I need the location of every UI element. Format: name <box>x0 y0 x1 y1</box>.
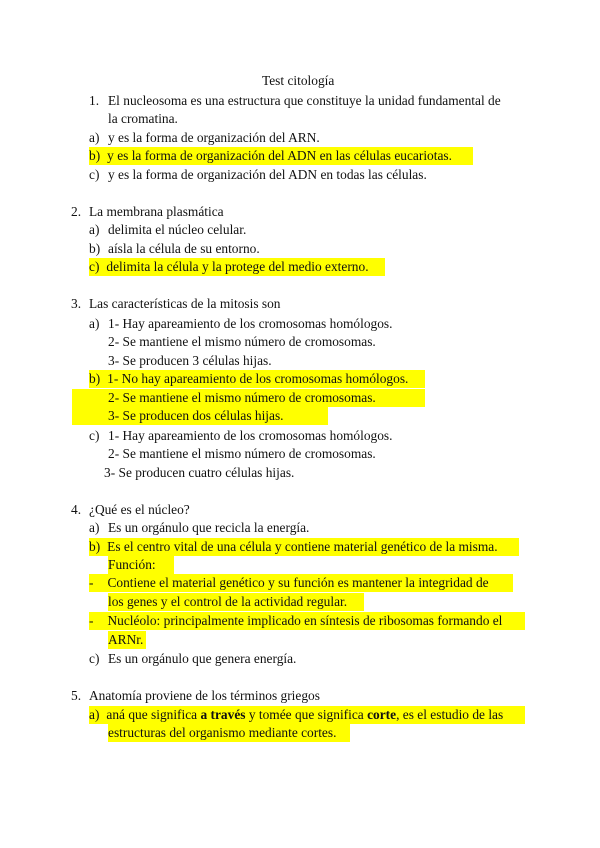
q5-option-a-bold2: corte <box>367 707 397 722</box>
q2-option-c-highlight <box>89 258 385 276</box>
q4-option-b-marker: b) <box>89 539 101 554</box>
q5-option-a-line2: estructuras del organismo mediante cortes. <box>108 724 350 742</box>
q2-option-c-marker: c) <box>89 259 100 274</box>
q2-option-a-marker: a) <box>89 222 100 237</box>
q2-option-c: delimita la célula y la protege del medio externo. <box>106 259 369 274</box>
q3-option-c-line2: 2- Se mantiene el mismo número de cromosomas. <box>108 446 376 461</box>
q4-option-b-highlight <box>89 538 519 556</box>
q4-option-b: Es el centro vital de una célula y contiene material genético de la misma. <box>107 539 498 554</box>
q5-number: 5. <box>71 688 82 703</box>
q4-option-a: Es un orgánulo que recicla la energía. <box>108 520 310 535</box>
q3-option-b-line3: 3- Se producen dos células hijas. <box>72 407 328 425</box>
q5-text: Anatomía proviene de los términos griegos <box>89 688 320 703</box>
q1-option-b: y es la forma de organización del ADN en las células eucariotas. <box>107 148 452 163</box>
q4-option-c-marker: c) <box>89 651 100 666</box>
q4-option-c: Es un orgánulo que genera energía. <box>108 651 297 666</box>
q2-option-b-marker: b) <box>89 241 101 256</box>
document-title: Test citología <box>262 73 335 88</box>
q3-option-c-line1: 1- Hay apareamiento de los cromosomas homólogos. <box>108 428 393 443</box>
q1-option-b-marker: b) <box>89 148 101 163</box>
q4-option-a-marker: a) <box>89 520 100 535</box>
q4-dash1-marker: - <box>89 575 94 590</box>
q4-dash2-line2: ARNr. <box>108 631 146 649</box>
q3-option-c-marker: c) <box>89 428 100 443</box>
q3-option-b-line1: 1- No hay apareamiento de los cromosomas homólogos. <box>107 371 409 386</box>
q1-text-line2: la cromatina. <box>108 111 178 126</box>
q4-dash2-line1: Nucléolo: principalmente implicado en síntesis de ribosomas formando el <box>107 613 503 628</box>
q1-text-line1: El nucleosoma es una estructura que constituye la unidad fundamental de <box>108 93 501 108</box>
q4-dash2-marker: - <box>89 613 94 628</box>
q2-text: La membrana plasmática <box>89 204 224 219</box>
q1-option-c: y es la forma de organización del ADN en todas las células. <box>108 167 427 182</box>
q5-option-a-part1: aná que significa <box>106 707 201 722</box>
q3-number: 3. <box>71 296 82 311</box>
q3-option-a-line2: 2- Se mantiene el mismo número de cromosomas. <box>108 334 376 349</box>
q4-dash1-line2: los genes y el control de la actividad regular. <box>108 593 364 611</box>
q2-option-b: aísla la célula de su entorno. <box>108 241 260 256</box>
q1-option-a: y es la forma de organización del ARN. <box>108 130 320 145</box>
q4-number: 4. <box>71 502 82 517</box>
q3-option-a-marker: a) <box>89 316 100 331</box>
q1-number: 1. <box>89 93 100 108</box>
q5-option-a-highlight <box>89 706 525 724</box>
q5-option-a-marker: a) <box>89 707 100 722</box>
q4-dash2-highlight <box>89 612 525 630</box>
q3-option-a-line1: 1- Hay apareamiento de los cromosomas homólogos. <box>108 316 393 331</box>
q4-dash1-line1: Contiene el material genético y su función es mantener la integridad de <box>107 575 489 590</box>
q2-option-a: delimita el núcleo celular. <box>108 222 247 237</box>
q5-option-a-bold1: a través <box>200 707 246 722</box>
q4-dash1-highlight <box>89 574 513 592</box>
q2-number: 2. <box>71 204 82 219</box>
q4-funcion-label: Función: <box>108 556 174 574</box>
q1-option-a-marker: a) <box>89 130 100 145</box>
q3-option-a-line3: 3- Se producen 3 células hijas. <box>108 353 272 368</box>
q5-option-a-part5: , es el estudio de las <box>396 707 504 722</box>
q4-text: ¿Qué es el núcleo? <box>89 502 190 517</box>
q3-option-b-marker: b) <box>89 371 101 386</box>
q3-option-b-line1-highlight <box>89 370 425 388</box>
q1-option-b-highlight <box>89 147 473 165</box>
q3-option-c-line3: 3- Se producen cuatro células hijas. <box>104 465 295 480</box>
q3-text: Las características de la mitosis son <box>89 296 281 311</box>
q1-option-c-marker: c) <box>89 167 100 182</box>
q5-option-a-part3: y tomée que significa <box>245 707 368 722</box>
q3-option-b-line2: 2- Se mantiene el mismo número de cromosomas. <box>72 389 425 407</box>
